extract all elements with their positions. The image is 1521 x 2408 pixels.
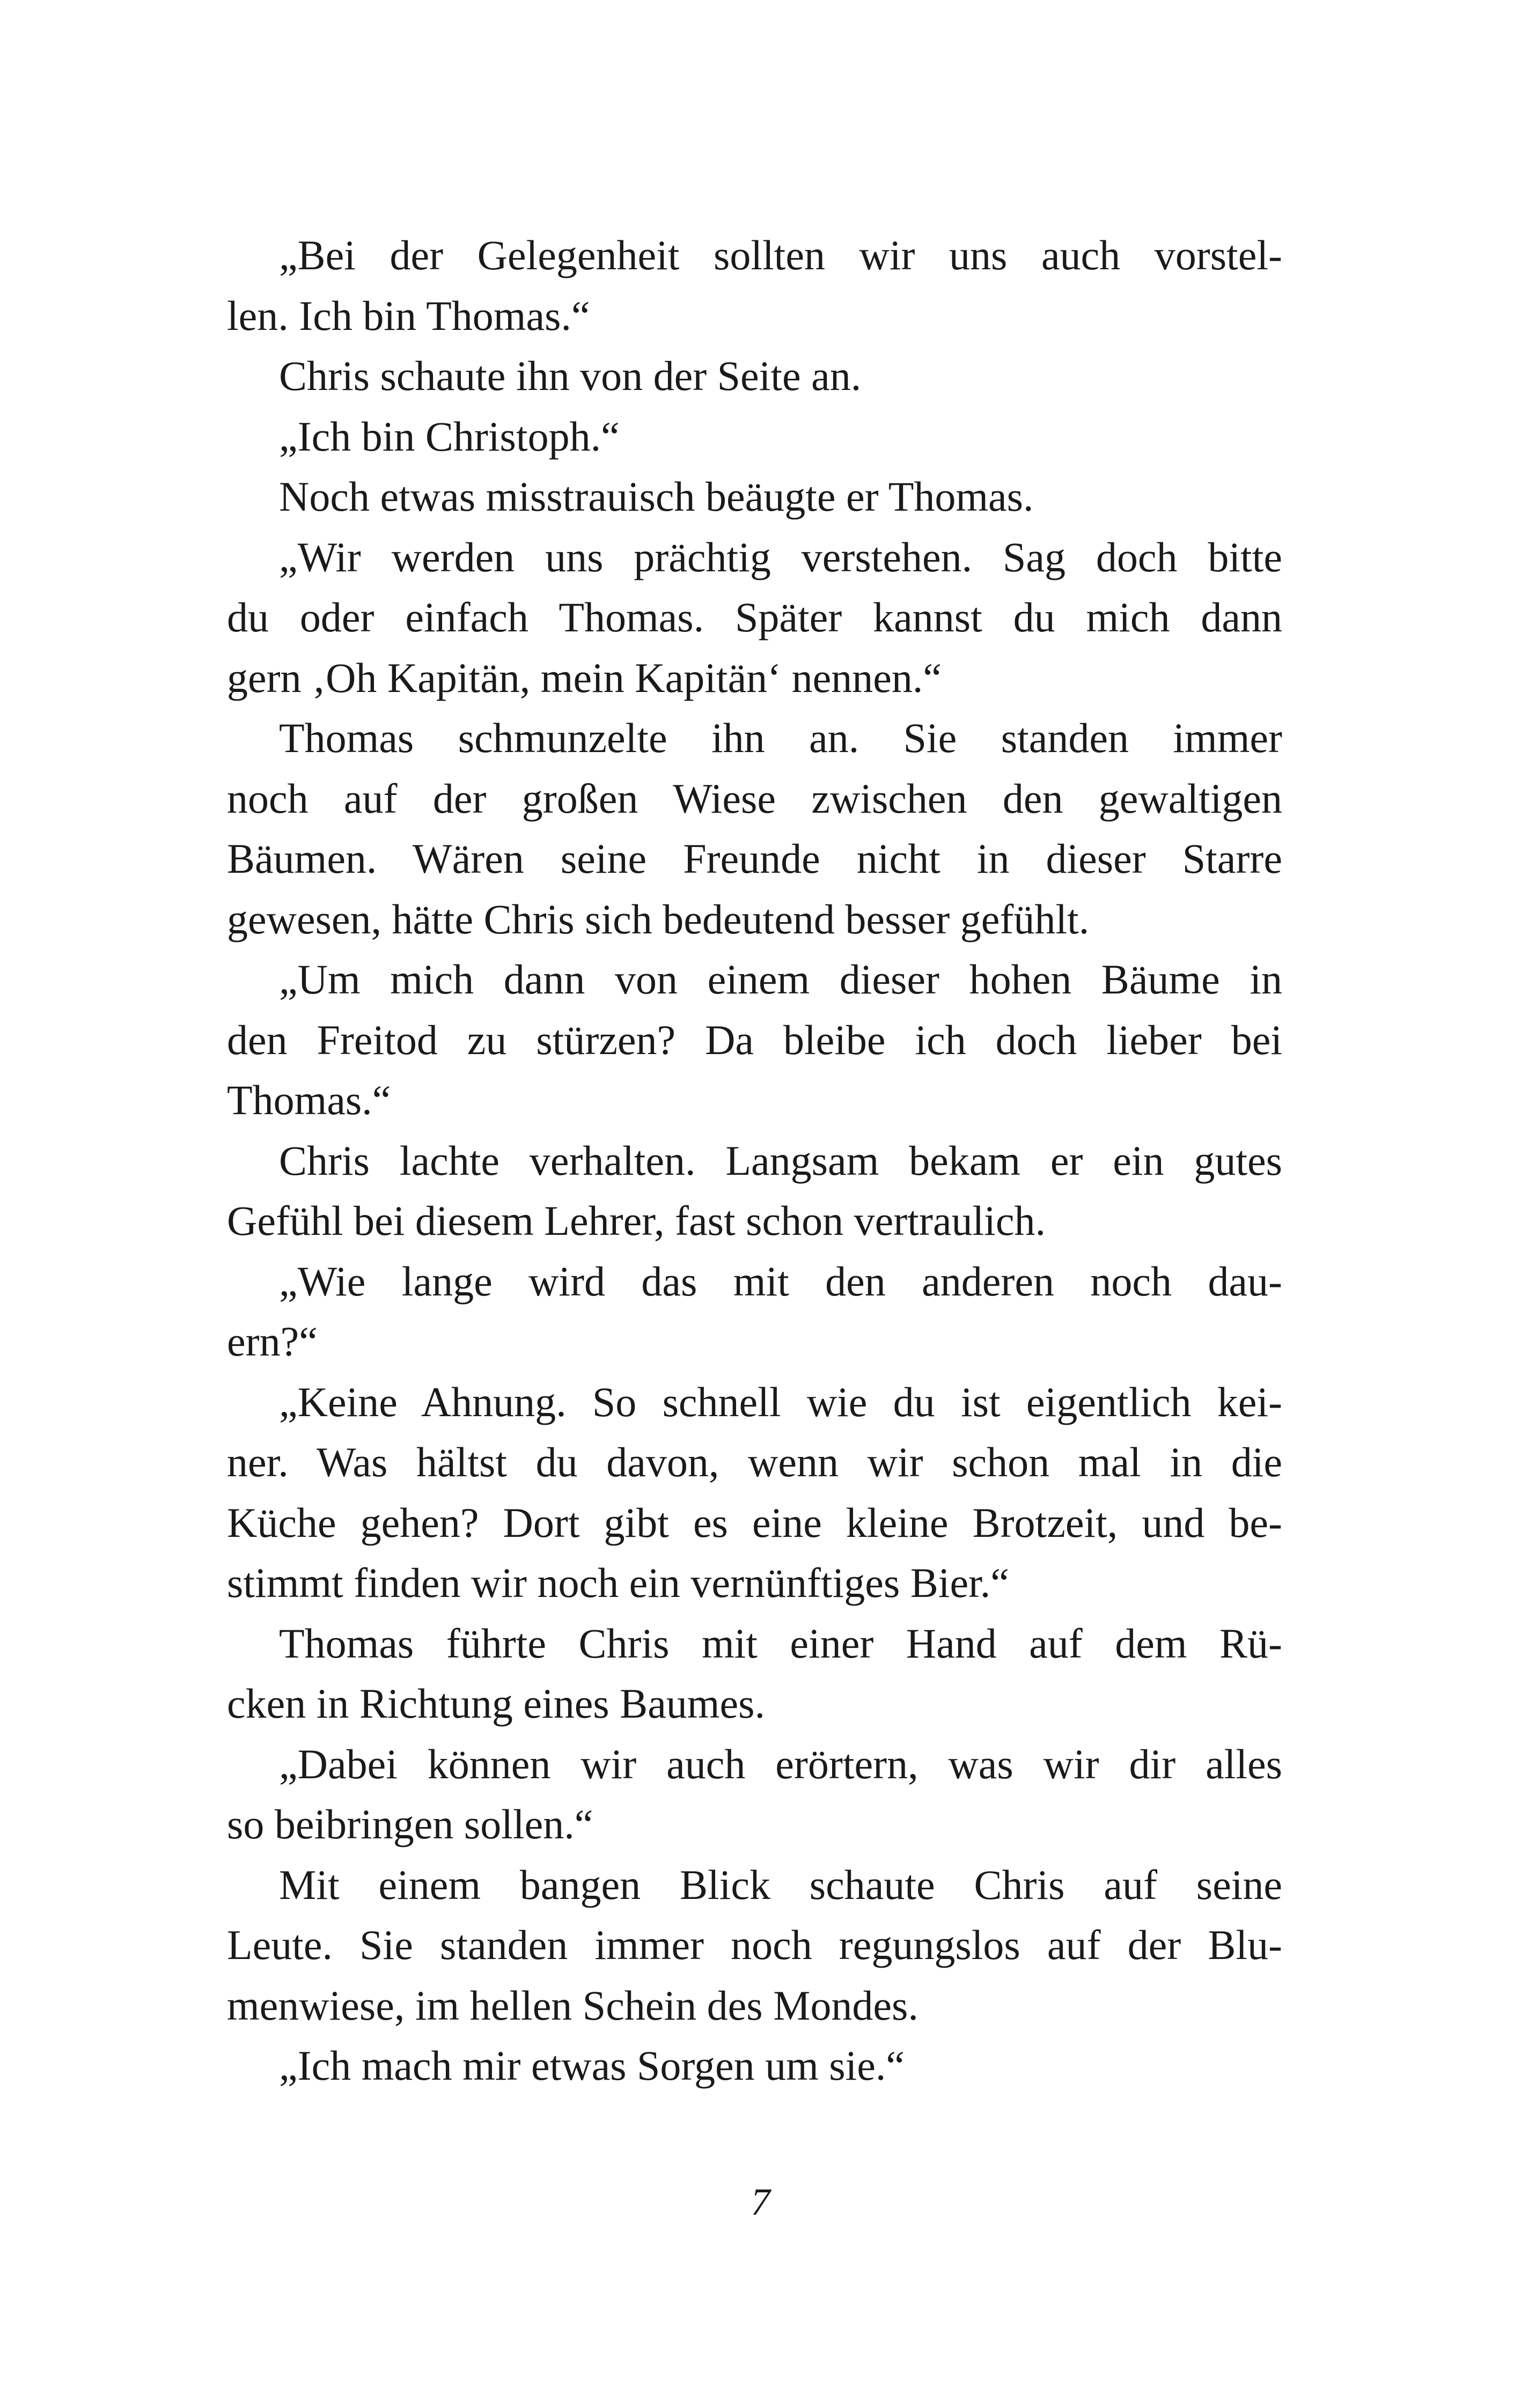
text-line: Chris schaute ihn von der Seite an.	[279, 352, 862, 399]
text-line: „Dabei können wir auch erörtern, was wir dir alles	[279, 1740, 1282, 1787]
text-line: „Keine Ahnung. So schnell wie du ist eigentlich kei-	[279, 1378, 1282, 1425]
text-line: Leute. Sie standen immer noch regungslos auf der Blu-	[227, 1921, 1282, 1968]
text-line: Gefühl bei diesem Lehrer, fast schon vertraulich.	[227, 1197, 1046, 1244]
text-line: „Ich bin Christoph.“	[279, 413, 620, 460]
text-line: Mit einem bangen Blick schaute Chris auf seine	[279, 1861, 1282, 1908]
text-line: Bäumen. Wären seine Freunde nicht in dieser Starre	[227, 835, 1282, 882]
body-text	[227, 225, 1282, 2096]
text-line: „Um mich dann von einem dieser hohen Bäume in	[279, 956, 1282, 1003]
text-line: so beibringen sollen.“	[227, 1801, 593, 1847]
text-line: noch auf der großen Wiese zwischen den gewaltigen	[227, 775, 1282, 822]
text-line: menwiese, im hellen Schein des Mondes.	[227, 1982, 919, 2029]
text-line: Thomas schmunzelte ihn an. Sie standen immer	[279, 715, 1282, 761]
text-line: cken in Richtung eines Baumes.	[227, 1680, 765, 1727]
text-line: Thomas führte Chris mit einer Hand auf dem Rü-	[279, 1619, 1282, 1667]
text-line: du oder einfach Thomas. Später kannst du mich dann	[227, 594, 1282, 640]
text-line: Noch etwas misstrauisch beäugte er Thomas.	[279, 473, 1034, 520]
text-line: gewesen, hätte Chris sich bedeutend besser gefühlt.	[227, 895, 1090, 942]
text-line: Küche gehen? Dort gibt es eine kleine Brotzeit, und be-	[227, 1499, 1282, 1546]
text-line: ner. Was hältst du davon, wenn wir schon mal in die	[227, 1439, 1282, 1485]
text-line: „Ich mach mir etwas Sorgen um sie.“	[279, 2042, 905, 2089]
text-line: „Bei der Gelegenheit sollten wir uns auch vorstel-	[279, 232, 1282, 278]
text-line: len. Ich bin Thomas.“	[227, 292, 590, 339]
text-line: Thomas.“	[227, 1077, 391, 1123]
text-line: „Wie lange wird das mit den anderen noch dau-	[279, 1257, 1282, 1305]
text-line: stimmt finden wir noch ein vernünftiges Bier.“	[227, 1559, 1009, 1606]
text-line: „Wir werden uns prächtig verstehen. Sag doch bitte	[279, 533, 1282, 580]
text-line: den Freitod zu stürzen? Da bleibe ich doch lieber bei	[227, 1016, 1282, 1063]
text-line: ern?“	[227, 1318, 318, 1365]
text-line: gern ‚Oh Kapitän, mein Kapitän‘ nennen.“	[227, 654, 942, 701]
page-number: 7	[751, 2181, 770, 2223]
text-line: Chris lachte verhalten. Langsam bekam er ein gutes	[279, 1137, 1282, 1184]
